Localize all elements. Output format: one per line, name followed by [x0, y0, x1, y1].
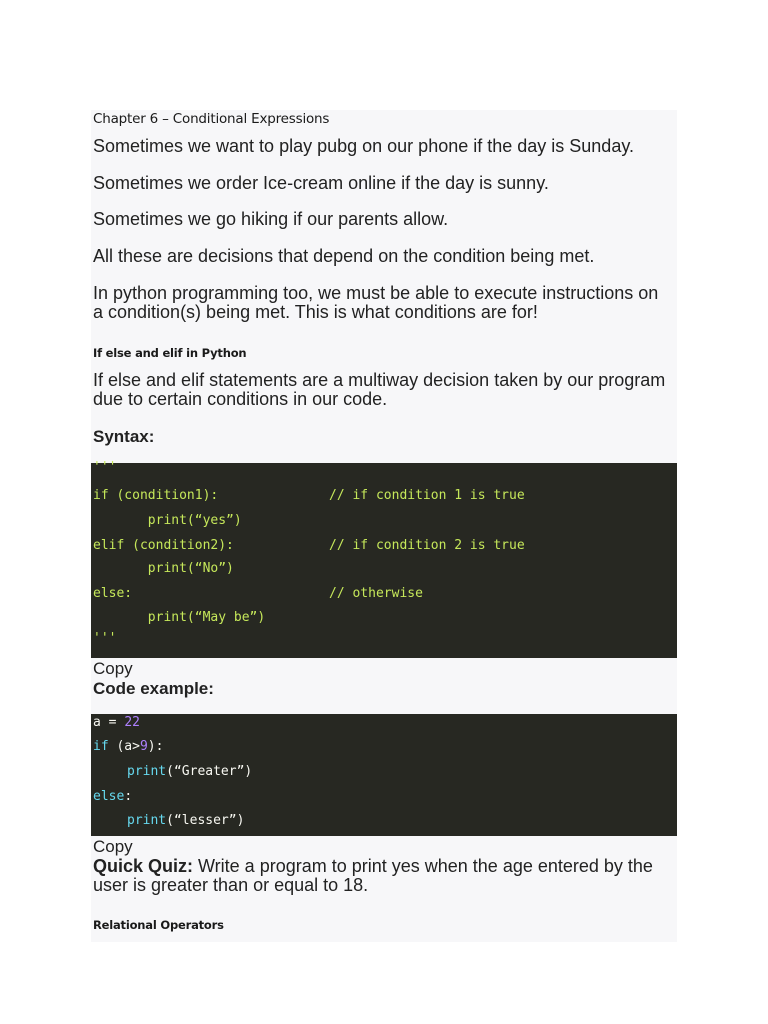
- quiz-label: Quick Quiz:: [93, 856, 194, 876]
- chapter-title: Chapter 6 – Conditional Expressions: [93, 111, 330, 127]
- code-token: ):: [147, 739, 164, 754]
- code-token: a =: [93, 715, 125, 730]
- code-line: [127, 764, 252, 779]
- code-comment: // if condition 1 is true: [329, 488, 525, 503]
- code-line: [93, 715, 140, 730]
- example-code-block: [91, 714, 677, 836]
- copy-button[interactable]: Copy: [93, 659, 133, 678]
- code-token: (“lesser”): [166, 813, 245, 828]
- code-line: if (condition1):: [93, 488, 219, 503]
- section-heading-if-else: If else and elif in Python: [93, 346, 247, 360]
- intro-paragraph-1: Sometimes we want to play pubg on our phone if the day is Sunday.: [93, 136, 634, 156]
- intro-paragraph-2: Sometimes we order Ice-cream online if the day is sunny.: [93, 173, 549, 193]
- code-token: 22: [124, 715, 140, 730]
- intro-paragraph-5: In python programming too, we must be able to execute instructions on a condition(s) being met. This is what conditions are for!: [93, 283, 659, 322]
- code-token: (“Greater”): [166, 764, 253, 779]
- code-line: print(“No”): [93, 561, 234, 576]
- code-line: ''': [93, 460, 117, 475]
- code-token: (a>: [108, 739, 140, 754]
- code-line: ''': [93, 631, 117, 646]
- code-line: else:: [93, 586, 133, 601]
- intro-paragraph-4: All these are decisions that depend on the condition being met.: [93, 246, 595, 266]
- code-token: if: [93, 739, 109, 754]
- code-line: elif (condition2):: [93, 538, 234, 553]
- copy-button-2[interactable]: Copy: [93, 837, 133, 856]
- code-line: print(“yes”): [93, 513, 242, 528]
- code-token: :: [124, 789, 133, 804]
- intro-paragraph-3: Sometimes we go hiking if our parents allow.: [93, 209, 449, 229]
- code-example-label: Code example:: [93, 679, 214, 698]
- section-body-if-else: If else and elif statements are a multiway decision taken by our program due to certain conditions in our code.: [93, 370, 666, 409]
- syntax-code-block: [91, 460, 677, 658]
- code-token: 9: [139, 739, 148, 754]
- quiz-text: Write a program to print yes when the age entered by the user is greater than or equal to 18.: [93, 856, 653, 895]
- code-comment: // otherwise: [329, 586, 423, 601]
- code-token: print: [127, 764, 167, 779]
- code-comment: // if condition 2 is true: [329, 538, 525, 553]
- code-token: print: [127, 813, 167, 828]
- code-token: else: [93, 789, 125, 804]
- quick-quiz: [93, 857, 673, 895]
- code-line: [127, 813, 244, 828]
- section-heading-relational: Relational Operators: [93, 918, 224, 932]
- code-line: print(“May be”): [93, 610, 266, 625]
- syntax-label: Syntax:: [93, 427, 155, 446]
- code-line: [93, 739, 163, 754]
- code-line: [93, 789, 132, 804]
